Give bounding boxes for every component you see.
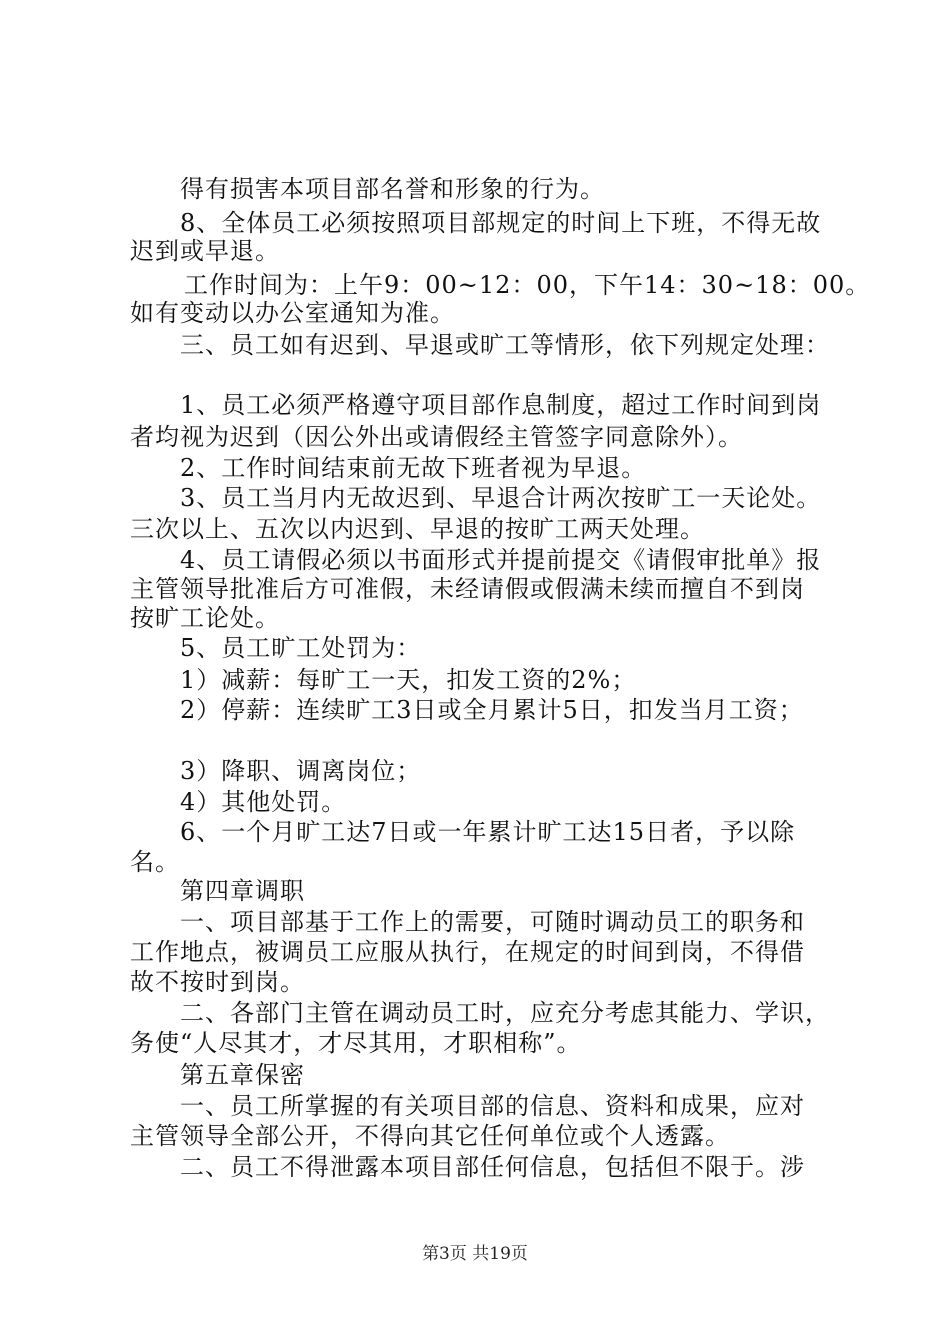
text-line: 迟到或早退。 <box>130 237 280 265</box>
text-line: 一、项目部基于工作上的需要，可随时调动员工的职务和 <box>180 908 805 936</box>
text-line: 如有变动以办公室通知为准。 <box>130 299 455 327</box>
text-line: 3）降职、调离岗位； <box>180 757 422 785</box>
text-line: 务使“人尽其才，才尽其用，才职相称”。 <box>130 1029 582 1057</box>
text-line: 3、员工当月内无故迟到、早退合计两次按旷工一天论处。 <box>180 484 822 512</box>
page-number-footer: 第3页 共19页 <box>422 1244 528 1264</box>
text-line: 名。 <box>130 848 180 876</box>
text-line: 4）其他处罚。 <box>180 788 347 816</box>
text-line: 6、一个月旷工达7日或一年累计旷工达15日者，予以除 <box>180 818 796 846</box>
text-line: 5、员工旷工处罚为： <box>180 634 422 662</box>
text-line: 主管领导全部公开，不得向其它任何单位或个人透露。 <box>130 1122 730 1150</box>
text-line: 4、员工请假必须以书面形式并提前提交《请假审批单》报 <box>180 546 822 574</box>
chapter-heading: 第五章保密 <box>180 1061 305 1089</box>
text-line: 1）减薪：每旷工一天，扣发工资的2%； <box>180 666 637 694</box>
text-line: 工作时间为：上午9：00~12：00，下午14：30~18：00。 <box>184 271 871 299</box>
text-line: 8、全体员工必须按照项目部规定的时间上下班，不得无故 <box>180 209 822 237</box>
text-line: 者均视为迟到（因公外出或请假经主管签字同意除外）。 <box>130 423 743 451</box>
text-line: 三、员工如有迟到、早退或旷工等情形，依下列规定处理： <box>180 331 830 359</box>
text-line: 2）停薪：连续旷工3日或全月累计5日，扣发当月工资； <box>180 696 804 724</box>
chapter-heading: 第四章调职 <box>180 877 305 905</box>
text-line: 三次以上、五次以内迟到、早退的按旷工两天处理。 <box>130 515 705 543</box>
text-line: 二、员工不得泄露本项目部任何信息，包括但不限于。涉 <box>180 1153 805 1181</box>
text-line: 主管领导批准后方可准假，未经请假或假满未续而擅自不到岗 <box>130 575 805 603</box>
text-line: 得有损害本项目部名誉和形象的行为。 <box>180 175 605 203</box>
text-line: 工作地点，被调员工应服从执行，在规定的时间到岗，不得借 <box>130 938 805 966</box>
text-line: 二、各部门主管在调动员工时，应充分考虑其能力、学识， <box>180 999 830 1027</box>
text-line: 故不按时到岗。 <box>130 968 305 996</box>
text-line: 1、员工必须严格遵守项目部作息制度，超过工作时间到岗 <box>180 391 822 419</box>
text-line: 一、员工所掌握的有关项目部的信息、资料和成果，应对 <box>180 1092 805 1120</box>
text-line: 2、工作时间结束前无故下班者视为早退。 <box>180 454 647 482</box>
text-line: 按旷工论处。 <box>130 604 280 632</box>
